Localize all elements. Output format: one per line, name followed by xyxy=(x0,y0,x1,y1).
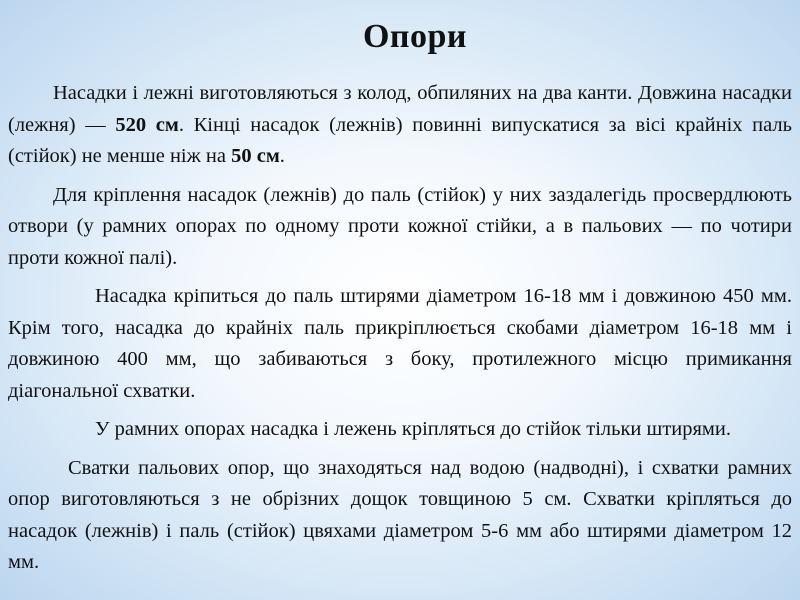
paragraph-3: Насадка кріпиться до паль штирями діаметром 16-18 мм і довжиною 450 мм. Крім того, насадка до крайніх паль прикріплюється скобами діаметром 16-18 мм і довжиною 400 мм, що забиваються з боку, протилежного місцю примикання діагональної схватки. xyxy=(8,285,792,402)
paragraph-1-text-c: . xyxy=(279,145,285,167)
slide-title: Опори xyxy=(362,18,468,55)
slide-body xyxy=(8,78,792,586)
paragraph-2: Для кріплення насадок (лежнів) до паль (стійок) у них заздалегідь просвердлюють отвори (у рамних опорах по одному проти кожної стійки, а в пальових — по чотири проти кожної палі). xyxy=(8,183,792,269)
paragraph-1-text-b: . Кінці насадок (лежнів) повинні випускатися за вісі крайніх паль (стійок) не менше ніж на xyxy=(8,113,793,167)
paragraph-1 xyxy=(8,78,792,173)
overhang-value: 50 см xyxy=(231,145,280,167)
paragraph-1-text-a: Насадки і лежні виготовляються з колод, обпиляних на два канти. Довжина насадки (лежня) — xyxy=(8,82,792,136)
paragraph-4: У рамних опорах насадка і лежень кріпляться до стійок тільки штирями. xyxy=(95,418,731,440)
paragraph-5: Сватки пальових опор, що знаходяться над водою (надводні), і схватки рамних опор виготовляються з не обрізних дощок товщиною 5 см. Схватки кріпляться до насадок (лежнів) і паль (стійок) цвяхами діаметром 5-6 мм або штирями діаметром 12 мм. xyxy=(8,456,792,573)
beam-length-value: 520 см xyxy=(115,113,179,136)
